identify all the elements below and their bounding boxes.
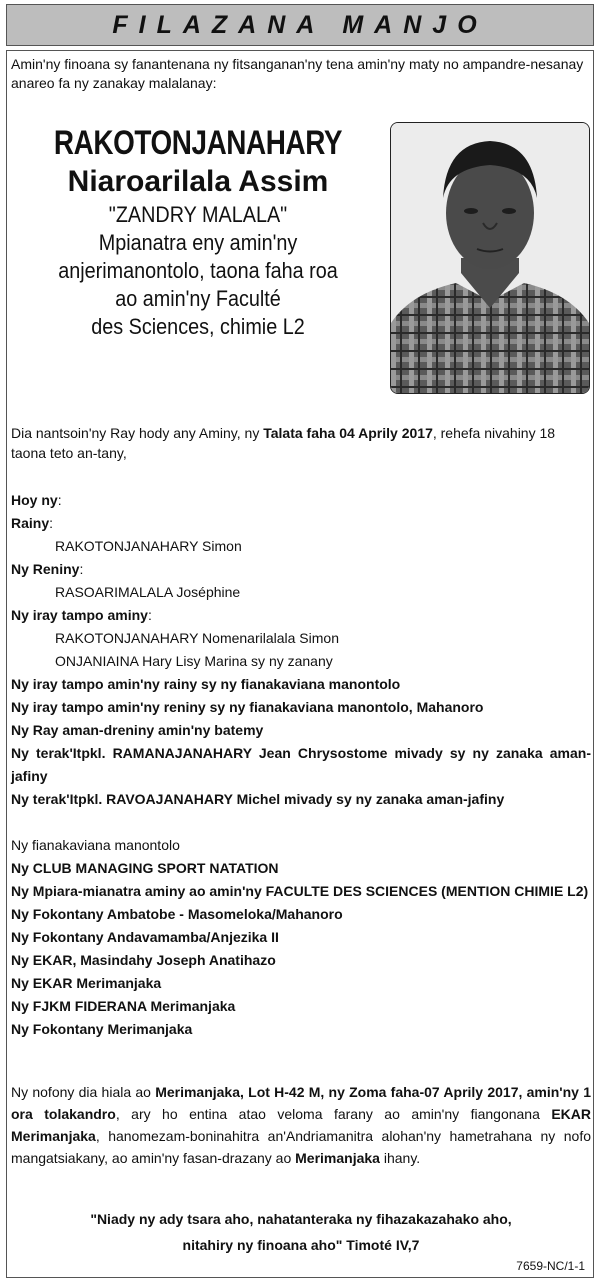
burial-place: Merimanjaka [295, 1150, 380, 1166]
deceased-surname: RAKOTONJANAHARY [53, 124, 343, 162]
death-text-post: , rehefa nivahiny 18 taona teto an-tany, [11, 425, 556, 461]
family-line: Ny Ray aman-dreniny amin'ny batemy [11, 722, 264, 738]
quote-line: "Niady ny ady tsara aho, nahatanteraka ny fihazakazahako aho, [90, 1211, 512, 1227]
family-line: Ny fianakaviana manontolo [11, 837, 180, 853]
siblings-label: Ny iray tampo aminy [11, 607, 148, 623]
father-name: RAKOTONJANAHARY Simon [55, 538, 242, 554]
family-line: Ny Fokontany Merimanjaka [11, 1021, 193, 1037]
deceased-desc-line: Mpianatra eny amin'ny [98, 230, 298, 255]
funeral-details: Ny nofony dia hiala ao Merimanjaka, Lot H-42 M, ny Zoma faha-07 Aprily 2017, amin'ny 1 ora tolakandro, ary ho entina atao veloma farany ao amin'ny fiangonana EKAR Merimanjaka, hanomezam-boninahitra an'Andriamanitra alohan'ny hametrahana ny nofo mangatsiakany, ao amin'ny fasan-drazany ao Merimanjaka ihany. [11, 1084, 592, 1166]
deceased-nickname: "ZANDRY MALALA" [108, 202, 288, 227]
family-list: Hoy ny: Rainy: RAKOTONJANAHARY Simon Ny Reniny: RASOARIMALALA Joséphine Ny iray tampo aminy: RAKOTONJANAHARY Nomenarilalala Simon ONJANIAINA Hary Lisy Marina sy ny zanany Ny iray tampo amin'ny rainy sy ny fianakaviana manontolo Ny iray tampo amin'ny reniny sy ny fianakaviana manontolo, Mahanoro Ny Ray aman-dreniny amin'ny batemy Ny terak'Itpkl. RAMANAJANAHARY Jean Chrysostome mivady sy ny zanaka aman-jafiny Ny terak'Itpkl. RAVOAJANAHARY Michel mivady sy ny zanaka aman-jafiny Ny fianakaviana manontolo Ny CLUB MANAGING SPORT NATATION Ny Mpiara-mianatra aminy ao amin'ny FACULTE DES SCIENCES (MENTION CHIMIE L2) Ny Fokontany Ambatobe - Masomeloka/Mahanoro Ny Fokontany Andavamamba/Anjezika II Ny EKAR, Masindahy Joseph Anatihazo Ny EKAR Merimanjaka Ny FJKM FIDERANA Merimanjaka Ny Fokontany Merimanjaka [11, 489, 591, 1041]
family-line: Ny terak'Itpkl. RAMANAJANAHARY Jean Chrysostome mivady sy ny zanaka aman-jafiny [11, 745, 591, 784]
deceased-desc-line: ao amin'ny Faculté [115, 286, 281, 311]
death-text-pre: Dia nantsoin'ny Ray hody any Aminy, ny [11, 425, 264, 441]
mother-name: RASOARIMALALA Joséphine [55, 584, 241, 600]
banner [6, 4, 594, 46]
deceased-photo [390, 122, 590, 394]
sibling-name: RAKOTONJANAHARY Nomenarilalala Simon [55, 630, 339, 646]
family-line: Ny Mpiara-mianatra aminy ao amin'ny FACULTE DES SCIENCES (MENTION CHIMIE L2) [11, 883, 589, 899]
deceased-given-names: Niaroarilala Assim [67, 165, 329, 198]
deceased-desc-line: anjerimanontolo, taona faha roa [58, 258, 338, 283]
quote-line: nitahiry ny finoana aho" Timoté IV,7 [182, 1237, 420, 1253]
reference-code: 7659-NC/1-1 [516, 1259, 585, 1273]
funeral-location-time: Merimanjaka, Lot H-42 M, ny Zoma faha-07 Aprily 2017, amin'ny 1 ora tolakandro [11, 1084, 591, 1122]
hoy-label: Hoy ny [11, 492, 58, 508]
deceased-desc-line: des Sciences, chimie L2 [91, 314, 305, 339]
family-line: Ny EKAR, Masindahy Joseph Anatihazo [11, 952, 276, 968]
bible-quote [11, 1206, 591, 1258]
family-line: Ny Fokontany Andavamamba/Anjezika II [11, 929, 279, 945]
intro-text: Amin'ny finoana sy fanantenana ny fitsanganan'ny tena amin'ny maty no ampandre-nesanay anareo fa ny zanakay malalanay: [11, 56, 584, 91]
banner-title: FILAZANA MANJO [112, 10, 488, 39]
family-line: Ny CLUB MANAGING SPORT NATATION [11, 860, 279, 876]
deceased-heading [11, 123, 385, 341]
family-line: Ny EKAR Merimanjaka [11, 975, 162, 991]
family-line: Ny FJKM FIDERANA Merimanjaka [11, 998, 236, 1014]
sibling-name: ONJANIAINA Hary Lisy Marina sy ny zanany [55, 653, 333, 669]
portrait-image [391, 123, 589, 393]
family-line: Ny terak'Itpkl. RAVOAJANAHARY Michel mivady sy ny zanaka aman-jafiny [11, 791, 505, 807]
notice-box [6, 50, 594, 1278]
rainy-label: Rainy [11, 515, 50, 531]
reniny-label: Ny Reniny [11, 561, 80, 577]
death-announcement [11, 423, 591, 463]
death-date: Talata faha 04 Aprily 2017 [263, 425, 433, 441]
family-line: Ny iray tampo amin'ny rainy sy ny fianakaviana manontolo [11, 676, 401, 692]
church-name: EKAR Merimanjaka [11, 1106, 592, 1144]
family-line: Ny iray tampo amin'ny reniny sy ny fianakaviana manontolo, Mahanoro [11, 699, 484, 715]
family-line: Ny Fokontany Ambatobe - Masomeloka/Mahanoro [11, 906, 343, 922]
